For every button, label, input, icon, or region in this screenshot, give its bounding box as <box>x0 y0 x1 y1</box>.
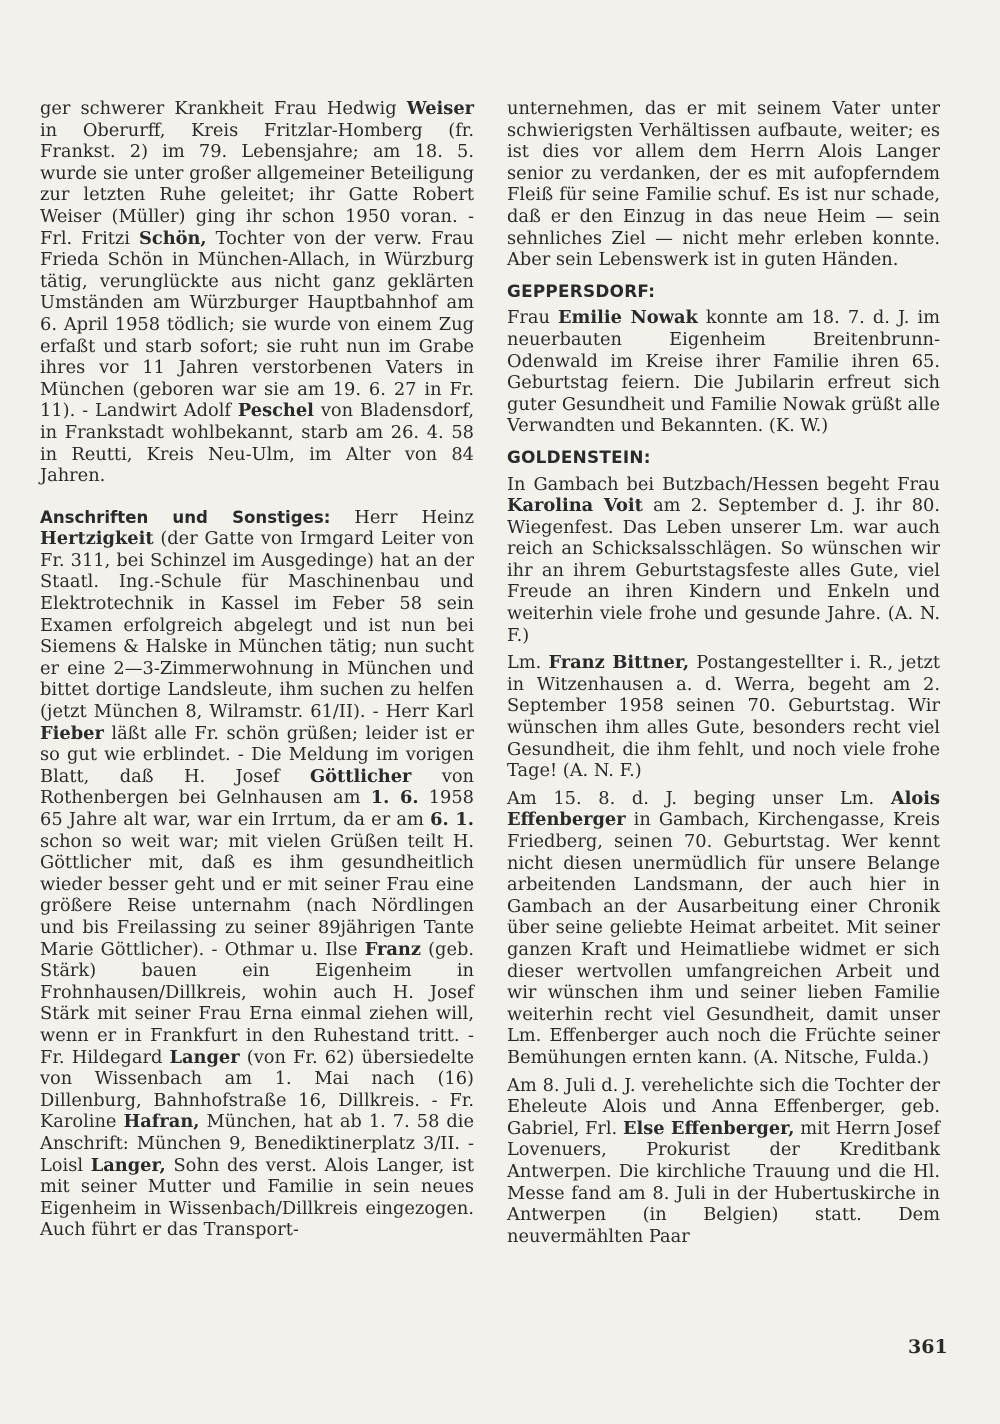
section-lead-anschriften: Anschriften und Sonstiges: <box>40 507 331 527</box>
name-fieber: Fieber <box>40 722 104 744</box>
name-langer: Langer <box>169 1046 240 1068</box>
name-schoen: Schön, <box>139 227 207 249</box>
effenberger-paragraph: Am 15. 8. d. J. beging unser Lm. Alois Effenberger in Gambach, Kirchengasse, Kreis Friedberg, seinen 70. Geburtstag. Wer kennt nicht diesen unermüdlich für unsere Belange arbeitenden Landsmann, der auch hier in Gambach an der Ausarbeitung einer Chronik über seine geliebte Heimat arbeitet. Mit seiner ganzen Kraft und Heimatliebe widmet er sich dieser wertvollen umfangreichen Arbeit und wir wünschen ihm und seiner lieben Familie weiterhin recht viel Gesundheit, damit unser Lm. Effenberger auch noch die Früchte seiner Bemühungen ernten kann. (A. Nitsche, Fulda.) <box>507 787 940 1068</box>
addresses-paragraph: Anschriften und Sonstiges: Herr Heinz Hertzigkeit (der Gatte von Irmgard Leiter von Fr. 311, bei Schinzel im Ausgedinge) hat an der Staatl. Ing.-Schule für Maschinenbau und Elektrotechnik in Kassel im Feber 58 sein Examen erfolgreich abgelegt und ist nun bei Siemens & Halske in München tätig; nun sucht er eine 2—3-Zimmerwohnung in München und bittet dortige Landsleute, ihm suchen zu helfen (jetzt München 8, Wilramstr. 61/II). - Herr Karl Fieber läßt alle Fr. schön grüßen; leider ist er so gut wie erblindet. - Die Meldung im vorigen Blatt, daß H. Josef Göttlicher von Rothenbergen bei Gelnhausen am 1. 6. 1958 65 Jahre alt war, war ein Irrtum, da er am 6. 1. schon so weit war; mit vielen Grüßen teilt H. Göttlicher mit, daß es ihm gesundheitlich wieder besser geht und er mit seiner Frau eine größere Reise unternahm (nach Nördlingen und bis Freilassing zu seiner 89jährigen Tante Marie Göttlicher). - Othmar u. Ilse Franz (geb. Stärk) bauen ein Eigenheim in Frohnhausen/Dillkreis, wohin auch H. Josef Stärk mit seiner Frau Erna einmal ziehen will, wenn er in Frankfurt in den Ruhestand tritt. - Fr. Hildegard Langer (von Fr. 62) übersiedelte von Wissenbach am 1. Mai nach (16) Dillenburg, Bahnhofstraße 16, Dillkreis. - Fr. Karoline Hafran, München, hat ab 1. 7. 58 die Anschrift: München 9, Benediktinerplatz 3/II. - Loisl Langer, Sohn des verst. Alois Langer, ist mit seiner Mutter und Familie in sein neues Eigenheim in Wissenbach/Dillkreis eingezogen. Auch führt er das Transport- <box>40 506 475 1241</box>
name-weiser: Weiser <box>406 98 474 119</box>
name-karolina-voit: Karolina Voit <box>507 495 643 517</box>
name-alois-effenberger: Alois Effenberger <box>507 787 940 831</box>
page-number: 361 <box>908 1336 948 1358</box>
name-franz-bittner: Franz Bittner, <box>548 652 690 674</box>
nowak-paragraph: Frau Emilie Nowak konnte am 18. 7. d. J. im neuerbauten Eigenheim Breitenbrunn-Odenwald im Kreise ihrer Familie ihren 65. Geburtstag feiern. Die Jubilarin erfreut sich guter Gesundheit und Familie Nowak grüßt alle Verwandten und Bekannten. (K. W.) <box>507 307 940 437</box>
name-langer-2: Langer, <box>90 1154 166 1176</box>
section-heading-geppersdorf: GEPPERSDORF: <box>507 280 656 301</box>
name-hafran: Hafran, <box>123 1111 200 1133</box>
right-column <box>507 98 940 1247</box>
paragraph-spacer <box>40 487 474 507</box>
section-heading-goldenstein: GOLDENSTEIN: <box>507 446 651 467</box>
date-1-6: 1. 6. <box>370 787 419 809</box>
name-goettlicher: Göttlicher <box>309 765 412 787</box>
date-6-1: 6. 1. <box>430 809 474 830</box>
name-peschel: Peschel <box>237 400 314 422</box>
wedding-paragraph: Am 8. Juli d. J. verehelichte sich die Tochter der Eheleute Alois und Anna Effenberger, geb. Gabriel, Frl. Else Effenberger, mit Herrn Josef Lovenuers, Prokurist der Kreditbank Antwerpen. Die kirchliche Trauung und die Hl. Messe fand am 8. Juli in der Hubertuskirche in Antwerpen (in Belgien) statt. Dem neuvermählten Paar <box>507 1074 940 1247</box>
langer-continuation-paragraph: unternehmen, das er mit seinem Vater unter schwierigsten Verhältissen aufbaute, weiter; es ist dies vor allem dem Herrn Alois Langer senior zu verdanken, der es mit aufopferndem Fleiß für seine Familie schuf. Es ist nur schade, daß er den Einzug in das neue Heim — sein sehnliches Ziel — nicht mehr erleben konnte. Aber sein Lebenswerk ist in guten Händen. <box>507 98 940 271</box>
voit-paragraph: In Gambach bei Butzbach/Hessen begeht Frau Karolina Voit am 2. September d. J. ihr 80. Wiegenfest. Das Leben unserer Lm. war auch reich an Schicksalsschlägen. So wünschen wir ihr an ihrem Geburtstagsfeste alles Gute, viel Freude an ihren Kindern und Enkeln und weiterhin viele frohe und gesunde Jahre. (A. N. F.) <box>507 473 940 646</box>
bittner-paragraph: Lm. Franz Bittner, Postangestellter i. R., jetzt in Witzenhausen a. d. Werra, begeht am 2. September 1958 seinen 70. Geburtstag. Wir wünschen ihm alles Gute, besonders recht viel Gesundheit, die ihm fehlt, und noch viele frohe Tage! (A. N. F.) <box>507 652 940 782</box>
name-else-effenberger: Else Effenberger, <box>622 1117 795 1139</box>
left-column <box>40 98 474 1241</box>
name-hertzigkeit: Hertzigkeit <box>40 528 154 550</box>
name-franz: Franz <box>364 938 421 960</box>
obituary-paragraph: ger schwerer Krankheit Frau Hedwig Weiser in Oberurff, Kreis Fritzlar-Homberg (fr. Frankst. 2) im 79. Lebensjahre; am 18. 5. wurde sie unter großer allgemeiner Beteiligung zur letzten Ruhe geleitet; ihr Gatte Robert Weiser (Müller) ging ihr schon 1950 voran. - Frl. Fritzi Schön, Tochter von der verw. Frau Frieda Schön in München-Allach, in Würzburg tätig, verunglückte aus nicht ganz geklärten Umständen am Würzburger Hauptbahnhof am 6. April 1958 tödlich; sie wurde von einem Zug erfaßt und starb sofort; sie ruht nun im Grabe ihres vor 11 Jahren verstorbenen Vaters in München (geboren war sie am 19. 6. 27 in Fr. 11). - Landwirt Adolf Peschel von Bladensdorf, in Frankstadt wohlbekannt, starb am 26. 4. 58 in Reutti, Kreis Neu-Ulm, im Alter von 84 Jahren. <box>40 98 474 487</box>
name-emilie-nowak: Emilie Nowak <box>557 307 698 329</box>
